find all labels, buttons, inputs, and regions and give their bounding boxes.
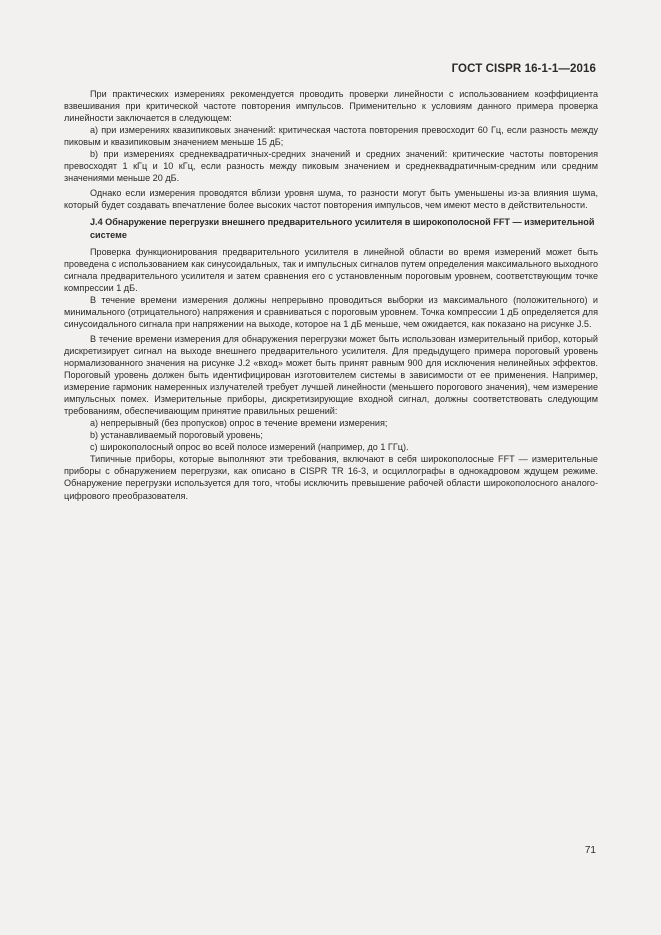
document-header: ГОСТ CISPR 16-1-1—2016 (451, 63, 596, 75)
document-body (64, 88, 598, 502)
paragraph-preamp-check: Проверка функционирования предварительного усилителя в линейной области во время измерений может быть проведена с использованием как синусоидальных, так и импульсных сигналов путем определения максимального выходного сигнала предварительного усилителя и затем сравнения его с установленным пороговым уровнем, соответствующим точке компрессии 1 дБ. (64, 246, 598, 293)
list-item-threshold: b) устанавливаемый пороговый уровень; (90, 430, 263, 441)
list-item-wideband: c) широкополосный опрос во всей полосе измерений (например, до 1 ГГц). (90, 442, 409, 453)
paragraph-typical-instruments: Типичные приборы, которые выполняют эти требования, включают в себя широкополосные FFT — измерительные приборы с обнаружением перегрузки, как описано в CISPR TR 16-3, и осциллографы в однокадровом ждущем режиме. Обнаружение перегрузки используется для того, чтобы исключить превышение рабочей области широкополосного аналого-цифрового преобразователя. (64, 454, 598, 501)
page-number: 71 (584, 845, 596, 856)
list-item-rms-average: b) при измерениях среднеквадратичных-средних значений и средних значений: критические частоты повторения превосходят 1 кГц и 10 кГц, если разность между пиковым значением и среднеквадратичным-средним или средним значениями меньше 20 дБ. (64, 149, 598, 184)
paragraph-sampling: В течение времени измерения должны непрерывно проводиться выборки из максимального (положительного) и минимального (отрицательного) напряжения и сравниваться с пороговым уровнем. Точка компрессии 1 дБ определяется для синусоидального сигнала при напряжении на выходе, которое на 1 дБ меньше, чем ожидается, как показано на рисунке J.5. (64, 294, 598, 329)
list-item-quasi-peak: a) при измерениях квазипиковых значений: критическая частота повторения превосходит 60 Гц, если разность между пиковым и квазипиковым значением меньше 15 дБ; (64, 125, 598, 148)
paragraph-noise-note: Однако если измерения проводятся вблизи уровня шума, то разности могут быть уменьшены из-за влияния шума, который будет создавать впечатление более высоких частот повторения импульсов, чем имеют место в действительности. (64, 188, 598, 211)
paragraph-overload-detection: В течение времени измерения для обнаружения перегрузки может быть использован измерительный прибор, который дискретизирует сигнал на выходе внешнего предварительного усилителя. Для предыдущего примера пороговый уровень нормализованного значения на рисунке J.2 «вход» может быть принят равным 900 для исключения нелинейных эффектов. Пороговый уровень должен быть идентифицирован изготовителем системы в зависимости от ее применения. Например, измерение гармоник намеренных излучателей требует лучшей линейности (меньшего порогового значения), чем измерение импульсных помех. Измерительные приборы, дискретизирующие входной сигнал, должны соответствовать следующим требованиям, обеспечивающим принятие правильных решений: (64, 333, 598, 417)
section-heading: J.4 Обнаружение перегрузки внешнего предварительного усилителя в широкополосной FFT — измерительной системе (90, 217, 595, 240)
paragraph-linearity-intro: При практических измерениях рекомендуется проводить проверки линейности с использованием коэффициента взвешивания при критической частоте повторения импульсов. Применительно к условиям данного примера проверка линейности заключается в следующем: (64, 89, 598, 124)
list-item-continuous: a) непрерывный (без пропусков) опрос в течение времени измерения; (90, 418, 388, 429)
